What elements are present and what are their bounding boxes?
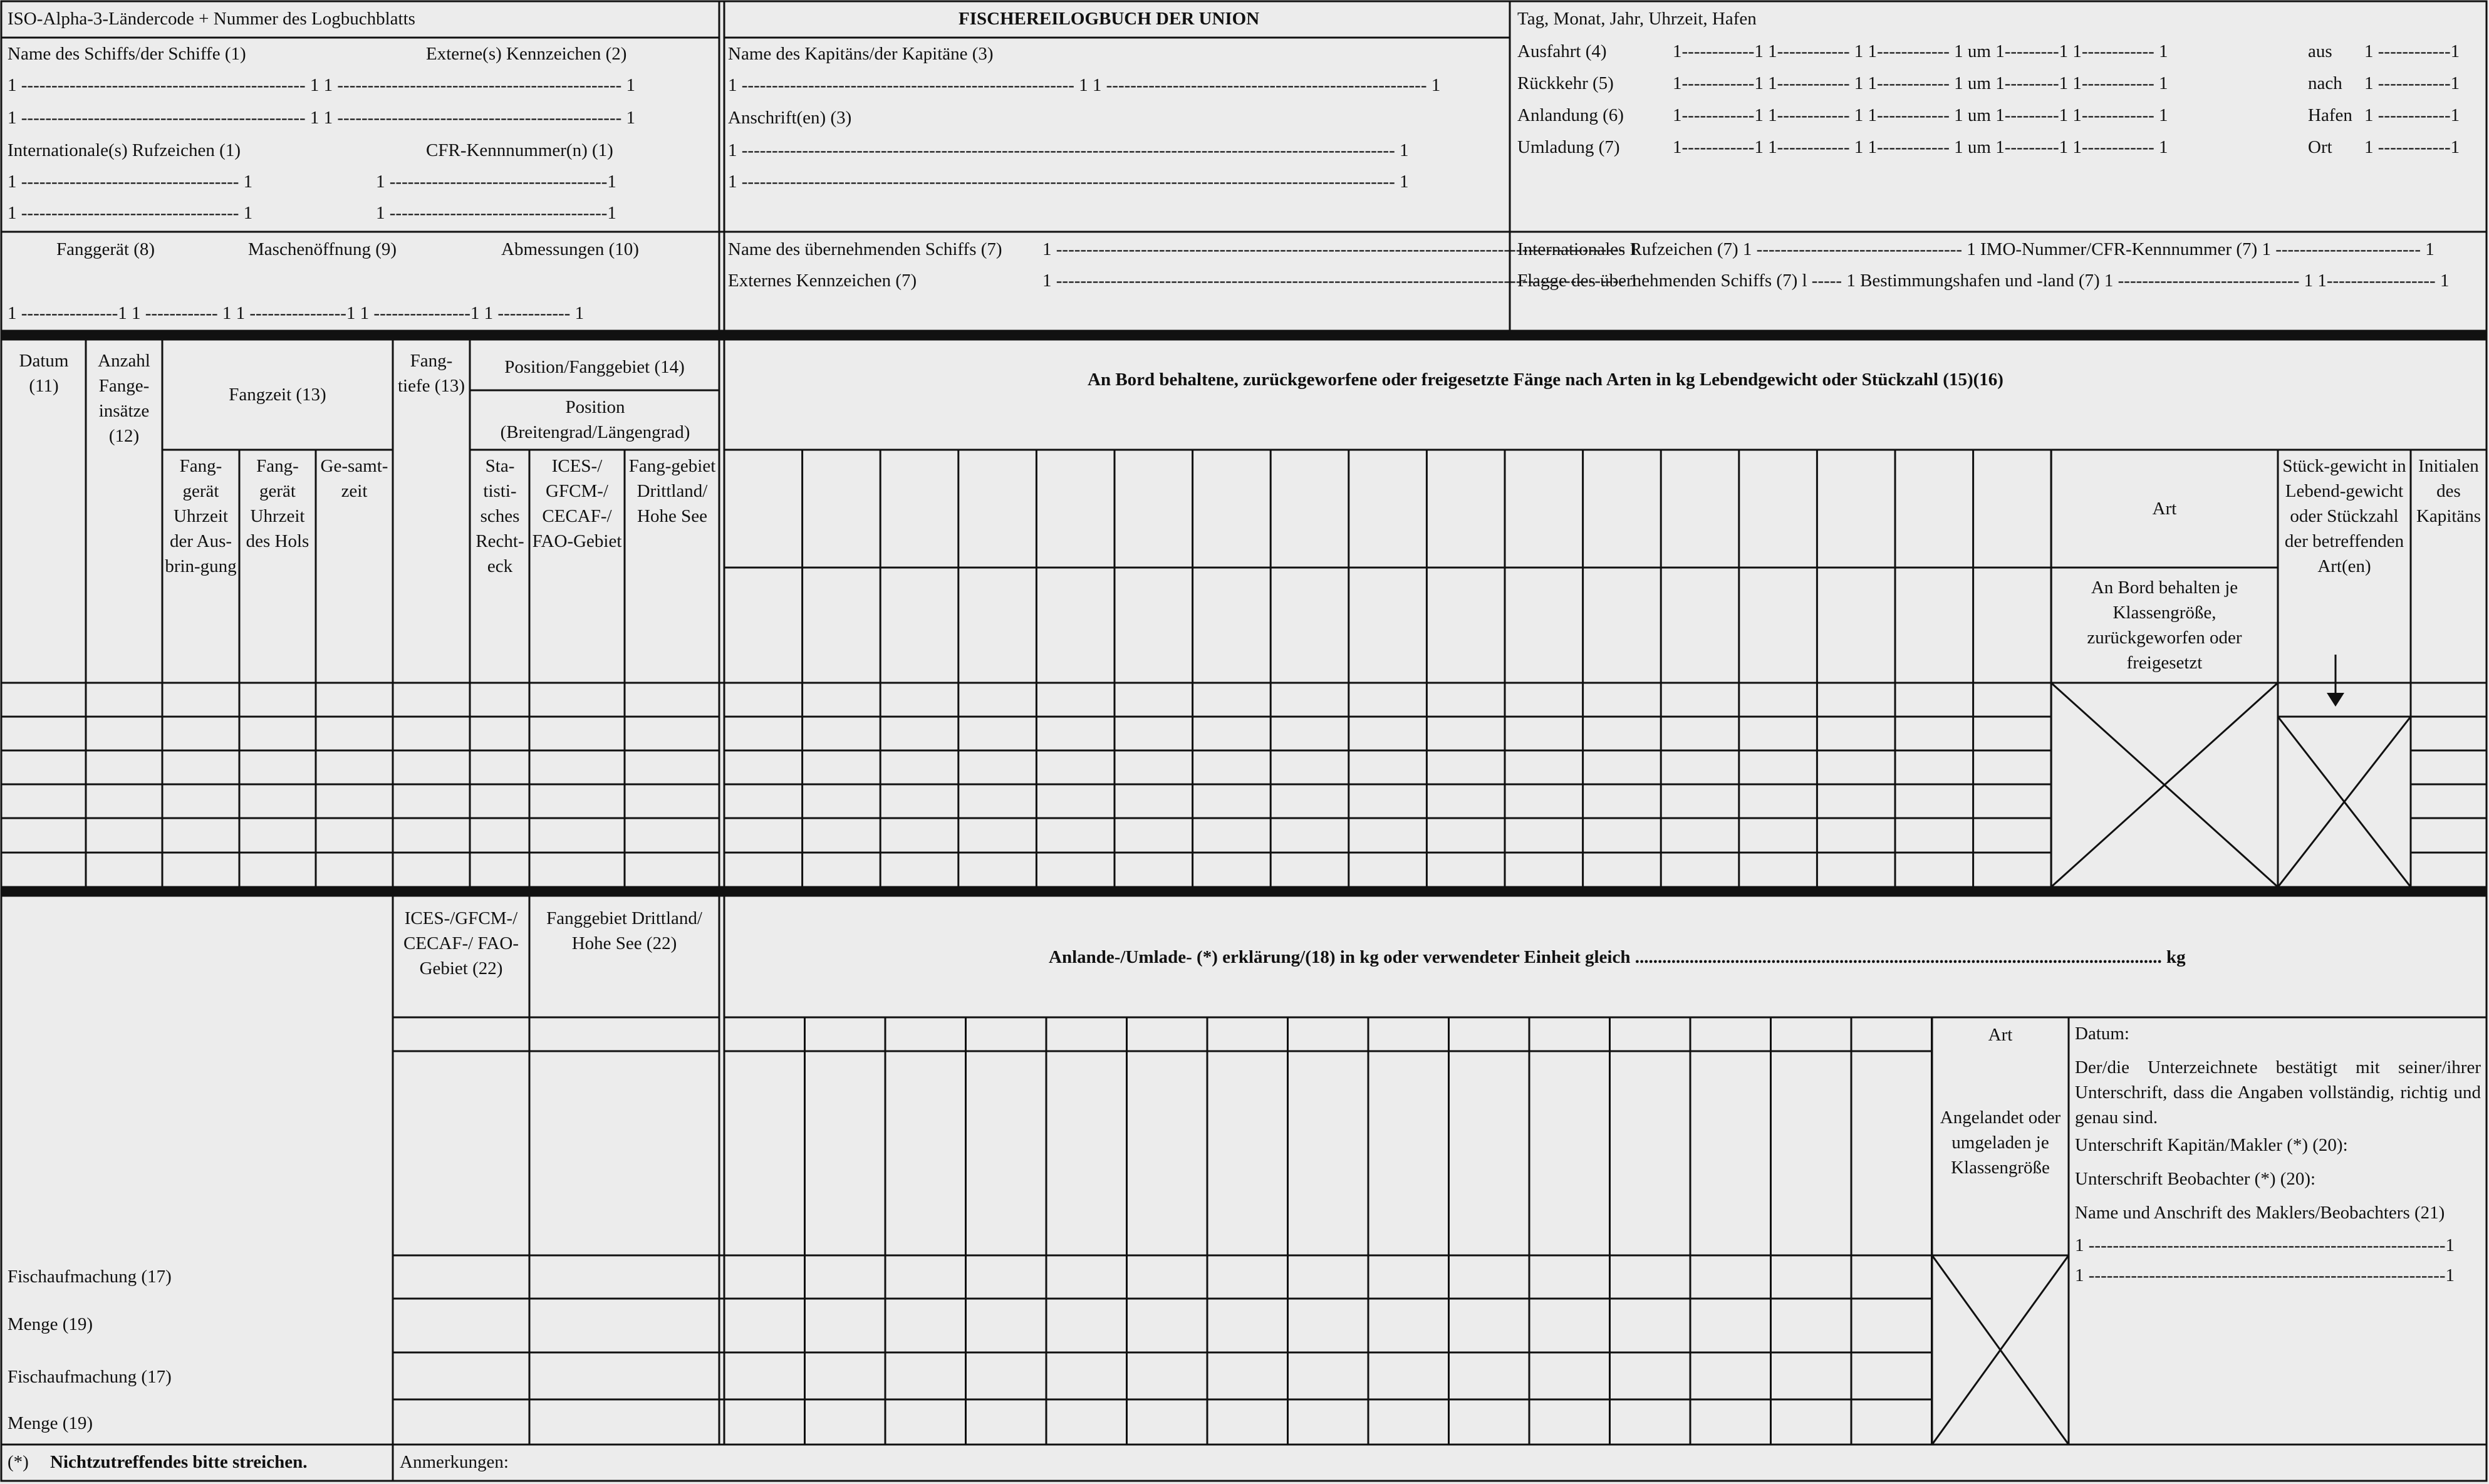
quantity-label-1: Menge (19) (8, 1314, 93, 1334)
master-name-label: Name des Kapitäns/der Kapitäne (3) (728, 44, 994, 64)
broker-name-label: Name und Anschrift des Maklers/Beobachters (21) (2075, 1203, 2445, 1223)
landing-declaration[interactable]: Anlande-/Umlade- (*) erklärung/(18) in kg oder verwendeter Einheit gleich .................................................................................................................... kg (1049, 947, 2186, 967)
radio-callsign-label: Internationale(s) Rufzeichen (1) (8, 140, 241, 160)
col-date: Datum (11) (19, 351, 69, 396)
country-code-label: ISO-Alpha-3-Ländercode + Nummer des Logbuchblatts (8, 9, 415, 29)
ort-label: Ort (2308, 137, 2332, 157)
species-header: An Bord behaltene, zurückgeworfene oder freigesetzte Fänge nach Arten in kg Lebendgewicht oder Stückzahl (15)(16) (1088, 370, 2003, 390)
col-initials: Initialen des Kapitäns (2416, 456, 2481, 526)
port-line-4[interactable]: 1 ------------1 (2364, 137, 2460, 157)
vessel-name-line-1[interactable]: 1 ----------------------------------------------- 1 1 ----------------------------------------------- 1 (8, 75, 636, 95)
radio-line-1[interactable]: 1 ------------------------------------ 1 (8, 172, 253, 192)
departure-label: Ausfahrt (4) (1517, 41, 1607, 61)
port-line-1[interactable]: 1 ------------1 (2364, 41, 2460, 61)
port-line-3[interactable]: 1 ------------1 (2364, 105, 2460, 125)
col-fishing-time: Fangzeit (13) (229, 385, 326, 405)
col-total-time: Ge-samt-zeit (320, 456, 388, 501)
master-name-line[interactable]: 1 ------------------------------------------------------- 1 1 ----------------------------------------------------- 1 (728, 75, 1441, 95)
receiving-external-line[interactable]: 1 ---------------------------------------------------------------------------------------------- 1 (1042, 271, 1639, 291)
cfr-line-1[interactable]: 1 ------------------------------------1 (376, 172, 616, 192)
hafen-label: Hafen (2308, 105, 2352, 125)
transship-label: Umladung (7) (1517, 137, 1620, 157)
address-line-2[interactable]: 1 ------------------------------------------------------------------------------------------------------------ 1 (728, 172, 1409, 192)
receiving-vessel-line[interactable]: 1 ---------------------------------------------------------------------------------------------- 1 (1042, 239, 1639, 259)
logbook-title: FISCHEREILOGBUCH DER UNION (959, 9, 1260, 29)
col-art: Art (2152, 499, 2177, 519)
cfr-line-2[interactable]: 1 ------------------------------------1 (376, 203, 616, 223)
landing-ices-area: ICES-/GFCM-/ CECAF-/ FAO-Gebiet (22) (403, 908, 519, 978)
col-shoot-time: Fang-gerät Uhrzeit der Aus-brin-gung (165, 456, 237, 576)
dimensions-label: Abmessungen (10) (501, 239, 639, 259)
mesh-label: Maschenöffnung (9) (248, 239, 397, 259)
vessel-name-line-2[interactable]: 1 ----------------------------------------------- 1 1 ----------------------------------------------- 1 (8, 108, 636, 128)
receiving-vessel-label: Name des übernehmenden Schiffs (7) (728, 239, 1002, 259)
col-haul-time: Fang-gerät Uhrzeit des Hols (246, 456, 309, 551)
nach-label: nach (2308, 73, 2342, 93)
signature-master[interactable]: Unterschrift Kapitän/Makler (*) (20): (2075, 1135, 2348, 1155)
cfr-label: CFR-Kennnummer(n) (1) (426, 140, 613, 160)
broker-line-2[interactable]: 1 -----------------------------------------------------------1 (2075, 1265, 2455, 1285)
signature-observer[interactable]: Unterschrift Beobachter (*) (20): (2075, 1169, 2316, 1189)
datetime-header: Tag, Monat, Jahr, Uhrzeit, Hafen (1517, 9, 1757, 29)
col-stat-rect: Sta-tisti-sches Recht-eck (475, 456, 524, 576)
departure-date-line[interactable]: 1------------1 1------------ 1 1------------ 1 um 1---------1 1------------ 1 (1673, 41, 2168, 61)
port-line-2[interactable]: 1 ------------1 (2364, 73, 2460, 93)
landing-label: Anlandung (6) (1517, 105, 1624, 125)
return-label: Rückkehr (5) (1517, 73, 1614, 93)
receiving-radio-line[interactable]: Internationales Rufzeichen (7) 1 ---------------------------------- 1 IMO-Nummer/CFR-Kennnummer (7) 1 ------------------------ 1 (1517, 239, 2434, 259)
vessel-name-label: Name des Schiffs/der Schiffe (1) (8, 44, 246, 64)
external-marks-label: Externe(s) Kennzeichen (2) (426, 44, 627, 64)
strike-note: Nichtzutreffendes bitte streichen. (50, 1452, 308, 1472)
landing-landed: Angelandet oder umgeladen je Klassengröße (1940, 1108, 2061, 1178)
remarks-field[interactable]: Anmerkungen: (400, 1452, 509, 1472)
landing-third-country: Fanggebiet Drittland/ Hohe See (22) (546, 908, 702, 953)
landing-date[interactable]: Datum: (2075, 1024, 2129, 1044)
quantity-label-2: Menge (19) (8, 1413, 93, 1433)
col-ices-area: ICES-/ GFCM-/ CECAF-/ FAO-Gebiet (532, 456, 622, 551)
col-hauls: Anzahl Fange-insätze (12) (98, 351, 150, 446)
landing-confirm: Der/die Unterzeichnete bestätigt mit seiner/ihrer Unterschrift, dass die Angaben vollständig, richtig und genau sind. (2075, 1057, 2481, 1128)
arrow-down-icon (2327, 693, 2344, 707)
col-position: Position (Breitengrad/Längengrad) (500, 397, 690, 442)
col-depth: Fang-tiefe (13) (397, 351, 465, 396)
presentation-label-1: Fischaufmachung (17) (8, 1267, 172, 1287)
transship-date-line[interactable]: 1------------1 1------------ 1 1------------ 1 um 1---------1 1------------ 1 (1673, 137, 2168, 157)
landing-art: Art (1988, 1025, 2013, 1045)
landing-date-line[interactable]: 1------------1 1------------ 1 1------------ 1 um 1---------1 1------------ 1 (1673, 105, 2168, 125)
asterisk-note: (*) (8, 1452, 29, 1472)
aus-label: aus (2308, 41, 2332, 61)
gear-line[interactable]: 1 ----------------1 1 ------------ 1 1 ----------------1 1 ----------------1 1 ------------ 1 (8, 303, 585, 323)
gear-label: Fanggerät (8) (56, 239, 155, 259)
col-position-area: Position/Fanggebiet (14) (504, 357, 685, 377)
radio-line-2[interactable]: 1 ------------------------------------ 1 (8, 203, 253, 223)
return-date-line[interactable]: 1------------1 1------------ 1 1------------ 1 um 1---------1 1------------ 1 (1673, 73, 2168, 93)
col-third-country: Fang-gebiet Drittland/ Hohe See (628, 456, 716, 526)
col-piece-weight: Stück-gewicht in Lebend-gewicht oder Stückzahl der betreffenden Art(en) (2282, 456, 2406, 576)
receiving-external-label: Externes Kennzeichen (7) (728, 271, 917, 291)
broker-line-1[interactable]: 1 -----------------------------------------------------------1 (2075, 1235, 2455, 1255)
presentation-label-2: Fischaufmachung (17) (8, 1367, 172, 1387)
address-line-1[interactable]: 1 ------------------------------------------------------------------------------------------------------------ 1 (728, 140, 1409, 160)
col-retained: An Bord behalten je Klassengröße, zurückgeworfen oder freigesetzt (2087, 578, 2242, 673)
receiving-flag-line[interactable]: Flagge des übernehmenden Schiffs (7) l ----- 1 Bestimmungshafen und -land (7) 1 ------------------------------ 1 1------------------ 1 (1517, 271, 2450, 291)
address-label: Anschrift(en) (3) (728, 108, 852, 128)
